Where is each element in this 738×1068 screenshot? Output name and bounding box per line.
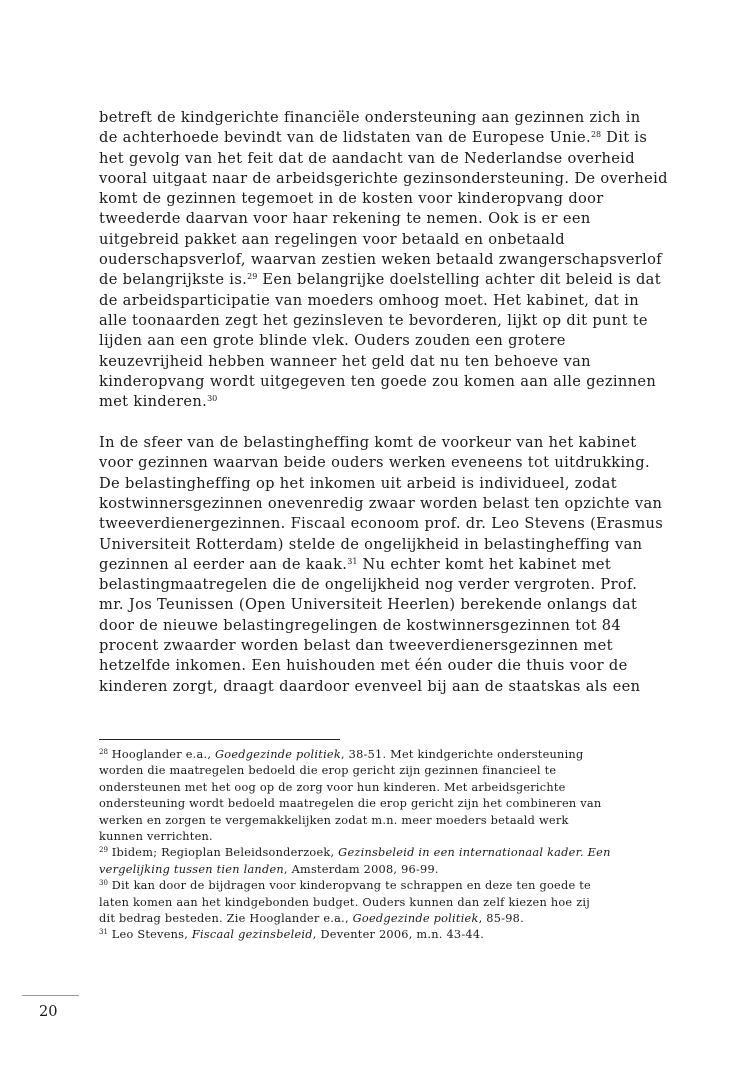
footnote-title: Fiscaal gezinsbeleid <box>191 928 313 942</box>
footnote-line: ondersteuning wordt bedoeld maatregelen die erop gericht zijn het combineren van <box>99 797 602 811</box>
text-segment: Nu echter komt het kabinet met <box>357 555 612 573</box>
text-line: vooral uitgaat naar de arbeidsgerichte gezinsondersteuning. De overheid <box>99 169 668 187</box>
text-line: belastingmaatregelen die de ongelijkheid nog verder vergroten. Prof. <box>99 576 638 594</box>
footnote-ref-31[interactable]: 31 <box>347 556 358 566</box>
text-line: uitgebreid pakket aan regelingen voor betaald en onbetaald <box>99 230 565 248</box>
footnote-line: ondersteunen met het oog op de zorg voor hun kinderen. Met arbeidsgerichte <box>99 780 566 794</box>
footnote-text: , Deventer 2006, m.n. 43-44. <box>312 928 485 942</box>
body-text <box>99 108 668 697</box>
text-line <box>99 392 644 412</box>
footnote-line: kunnen verrichten. <box>99 830 213 844</box>
footnote-number: 30 <box>99 879 108 888</box>
text-line: betreft de kindgerichte financiële ondersteuning aan gezinnen zich in <box>99 109 641 126</box>
footnote-text: , Amsterdam 2008, 96-99. <box>283 862 439 876</box>
text-line: tweederde daarvan voor haar rekening te nemen. Ook is er een <box>99 210 591 228</box>
footnote-text: Ibidem; Regioplan Beleidsonderzoek, <box>107 846 339 860</box>
footnote-number: 31 <box>99 928 108 937</box>
footnote-29 <box>99 845 644 878</box>
text-line: De belastingheffing op het inkomen uit arbeid is individueel, zodat <box>99 474 617 492</box>
text-line: kinderen zorgt, draagt daardoor evenveel bij aan de staatskas als een <box>99 677 641 695</box>
footnote-line <box>99 845 644 861</box>
footnote-text: dit bedrag besteden. Zie Hooglander e.a., <box>99 912 353 926</box>
footnote-title: Goedgezinde politiek <box>215 748 341 761</box>
footnote-line <box>99 911 644 927</box>
footnote-title: Goedgezinde politiek <box>352 912 479 926</box>
footnote-text: Hooglander e.a., <box>107 748 216 761</box>
footnote-text: Leo Stevens, <box>107 928 192 942</box>
footnote-line <box>99 927 644 943</box>
footnote-line <box>99 747 644 763</box>
footnote-separator <box>99 739 340 740</box>
footnote-line: werken en zorgen te vergemakkelijken zodat m.n. meer moeders betaald werk <box>99 813 569 827</box>
text-segment: de belangrijkste is. <box>99 271 248 289</box>
paragraph-1 <box>99 108 668 412</box>
footnote-text: Dit kan door de bijdragen voor kinderopvang te schrappen en deze ten goede te <box>107 879 591 893</box>
text-line: Universiteit Rotterdam) stelde de ongelijkheid in belastingheffing van <box>99 535 643 553</box>
footnote-ref-30[interactable]: 30 <box>207 394 218 404</box>
page-number-rule <box>22 995 79 996</box>
text-line: In de sfeer van de belastingheffing komt de voorkeur van het kabinet <box>99 434 637 452</box>
text-line: het gevolg van het feit dat de aandacht van de Nederlandse overheid <box>99 149 635 167</box>
footnote-text: , 85-98. <box>478 912 524 926</box>
text-line: hetzelfde inkomen. Een huishouden met één ouder die thuis voor de <box>99 657 628 675</box>
text-line: mr. Jos Teunissen (Open Universiteit Heerlen) berekende onlangs dat <box>99 596 638 614</box>
footnote-line: laten komen aan het kindgebonden budget. Ouders kunnen dan zelf kiezen hoe zij <box>99 895 591 909</box>
text-line <box>99 555 644 575</box>
text-line: ouderschapsverlof, waarvan zestien weken betaald zwangerschapsverlof <box>99 251 662 269</box>
footnote-title: vergelijking tussen tien landen <box>99 862 284 876</box>
text-segment: Een belangrijke doelstelling achter dit beleid is dat <box>257 271 661 289</box>
text-line: keuzevrijheid hebben wanneer het geld dat nu ten behoeve van <box>99 352 591 370</box>
footnote-number: 29 <box>99 846 108 855</box>
text-line: tweeverdienergezinnen. Fiscaal econoom prof. dr. Leo Stevens (Erasmus <box>99 515 664 533</box>
text-line: lijden aan een grote blinde vlek. Ouders zouden een grotere <box>99 332 566 350</box>
footnotes <box>99 747 644 944</box>
footnote-31 <box>99 927 644 943</box>
text-line <box>99 128 648 148</box>
page-number: 20 <box>39 1003 58 1020</box>
text-line: komt de gezinnen tegemoet in de kosten voor kinderopvang door <box>99 190 604 208</box>
footnote-ref-28[interactable]: 28 <box>590 130 602 140</box>
footnote-28 <box>99 747 644 845</box>
text-segment: met kinderen. <box>99 393 208 411</box>
text-line: kinderopvang wordt uitgegeven ten goede zou komen aan alle gezinnen <box>99 372 657 390</box>
text-line: kostwinnersgezinnen onevenredig zwaar worden belast ten opzichte van <box>99 494 663 512</box>
text-line: procent zwaarder worden belast dan tweeverdienersgezinnen met <box>99 637 613 655</box>
text-line: voor gezinnen waarvan beide ouders werken eveneens tot uitdrukking. <box>99 454 650 472</box>
footnote-line <box>99 878 644 894</box>
text-line: door de nieuwe belastingregelingen de kostwinnersgezinnen tot 84 <box>99 616 622 634</box>
text-line: alle toonaarden zegt het gezinsleven te bevorderen, lijkt op dit punt te <box>99 311 648 329</box>
footnote-number: 28 <box>99 748 108 756</box>
paragraph-2 <box>99 433 664 697</box>
text-line <box>99 270 661 290</box>
text-segment: Dit is <box>601 129 648 147</box>
text-segment: gezinnen al eerder aan de kaak. <box>99 555 348 573</box>
footnote-title: Gezinsbeleid in een internationaal kader. Een <box>338 846 611 860</box>
footnote-ref-29[interactable]: 29 <box>247 272 258 282</box>
footnote-line: worden die maatregelen bedoeld die erop gericht zijn gezinnen financieel te <box>99 764 557 778</box>
footnote-30 <box>99 878 644 927</box>
footnote-line <box>99 862 644 878</box>
text-segment: de achterhoede bevindt van de lidstaten van de Europese Unie. <box>99 129 591 147</box>
footnote-text: , 38-51. Met kindgerichte ondersteuning <box>340 748 584 761</box>
text-line: de arbeidsparticipatie van moeders omhoog moet. Het kabinet, dat in <box>99 291 639 309</box>
